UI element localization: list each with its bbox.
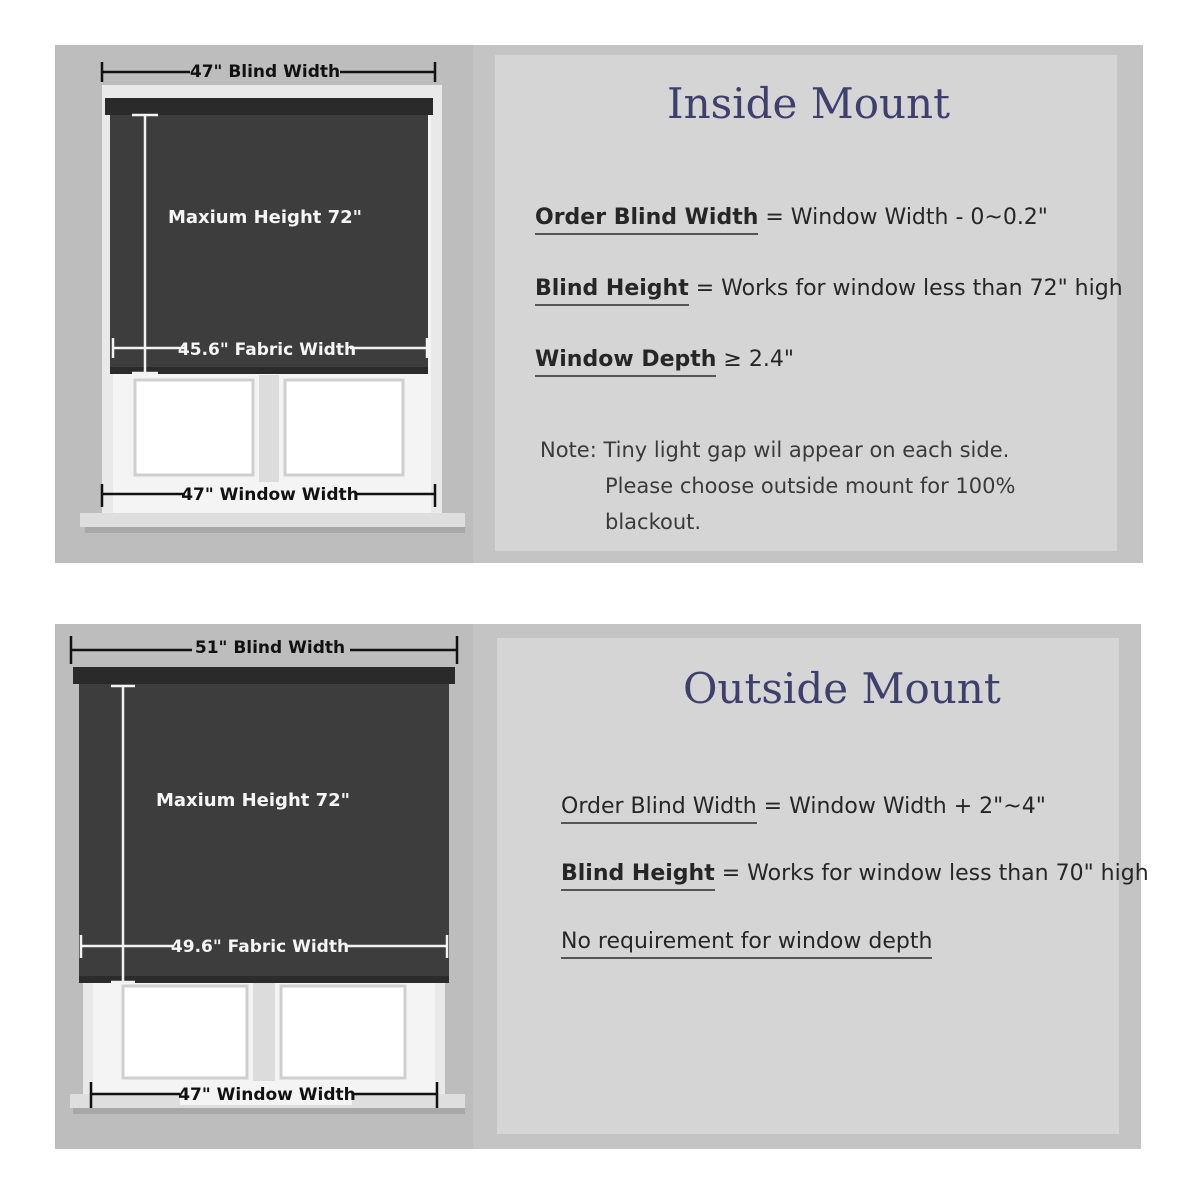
inside-window-width-label: 47" Window Width	[181, 485, 359, 505]
outside-mount-title: Outside Mount	[683, 664, 1001, 713]
inside-fabric-width-label: 45.6" Fabric Width	[177, 340, 357, 360]
inside-rule-window-depth	[535, 347, 794, 372]
inside-rule-text: = Works for window less than 72" high	[688, 276, 1123, 301]
outside-rule-term: No requirement for window depth	[561, 929, 932, 959]
inside-note-line-3: blackout.	[605, 510, 702, 534]
outside-rule-window-depth	[561, 929, 932, 954]
inside-mount-panel	[55, 45, 1143, 563]
inside-mount-instructions	[495, 55, 1123, 551]
inside-window-diagram	[55, 45, 473, 563]
inside-mount-title: Inside Mount	[667, 79, 950, 128]
outside-rule-term: Order Blind Width	[561, 794, 757, 824]
outside-rule-text: = Works for window less than 70" high	[714, 861, 1149, 886]
inside-blind-width-label: 47" Blind Width	[189, 62, 341, 82]
inside-rule-text: = Window Width - 0~0.2"	[758, 205, 1048, 230]
inside-note-line-2: Please choose outside mount for 100%	[605, 474, 1016, 498]
outside-fabric-width-label: 49.6" Fabric Width	[170, 937, 350, 957]
inside-rule-term: Window Depth	[535, 347, 716, 377]
inside-note	[540, 432, 1015, 540]
inside-rule-blind-width	[535, 205, 1048, 230]
outside-window-width-label: 47" Window Width	[178, 1085, 356, 1105]
outside-rule-text: = Window Width + 2"~4"	[756, 794, 1046, 819]
window-pane-left	[135, 380, 253, 475]
outside-rule-blind-width	[561, 794, 1046, 819]
window-pane-left	[123, 986, 247, 1078]
outside-height-label: Maxium Height 72"	[155, 790, 351, 811]
inside-mount-illustration	[55, 45, 473, 563]
blind-headrail	[105, 98, 433, 115]
inside-rule-blind-height	[535, 276, 1123, 301]
outside-mount-panel	[55, 624, 1149, 1149]
inside-height-label: Maxium Height 72"	[167, 207, 363, 228]
inside-note-line-1: Note: Tiny light gap wil appear on each side.	[540, 438, 1010, 462]
outside-blind-width-label: 51" Blind Width	[194, 638, 346, 658]
inside-rule-text: ≥ 2.4"	[716, 347, 794, 372]
window-sill	[80, 513, 465, 527]
outside-mount-instructions	[497, 638, 1149, 1134]
outside-mount-illustration	[55, 624, 473, 1149]
outside-rule-term: Blind Height	[561, 861, 715, 891]
outside-window-diagram	[55, 624, 473, 1149]
blind-headrail	[73, 667, 455, 684]
inside-rule-term: Order Blind Width	[535, 205, 758, 235]
inside-rule-term: Blind Height	[535, 276, 689, 306]
outside-rule-blind-height	[561, 861, 1149, 886]
blind-fabric	[110, 115, 428, 373]
window-pane-right	[285, 380, 403, 475]
window-pane-right	[281, 986, 405, 1078]
